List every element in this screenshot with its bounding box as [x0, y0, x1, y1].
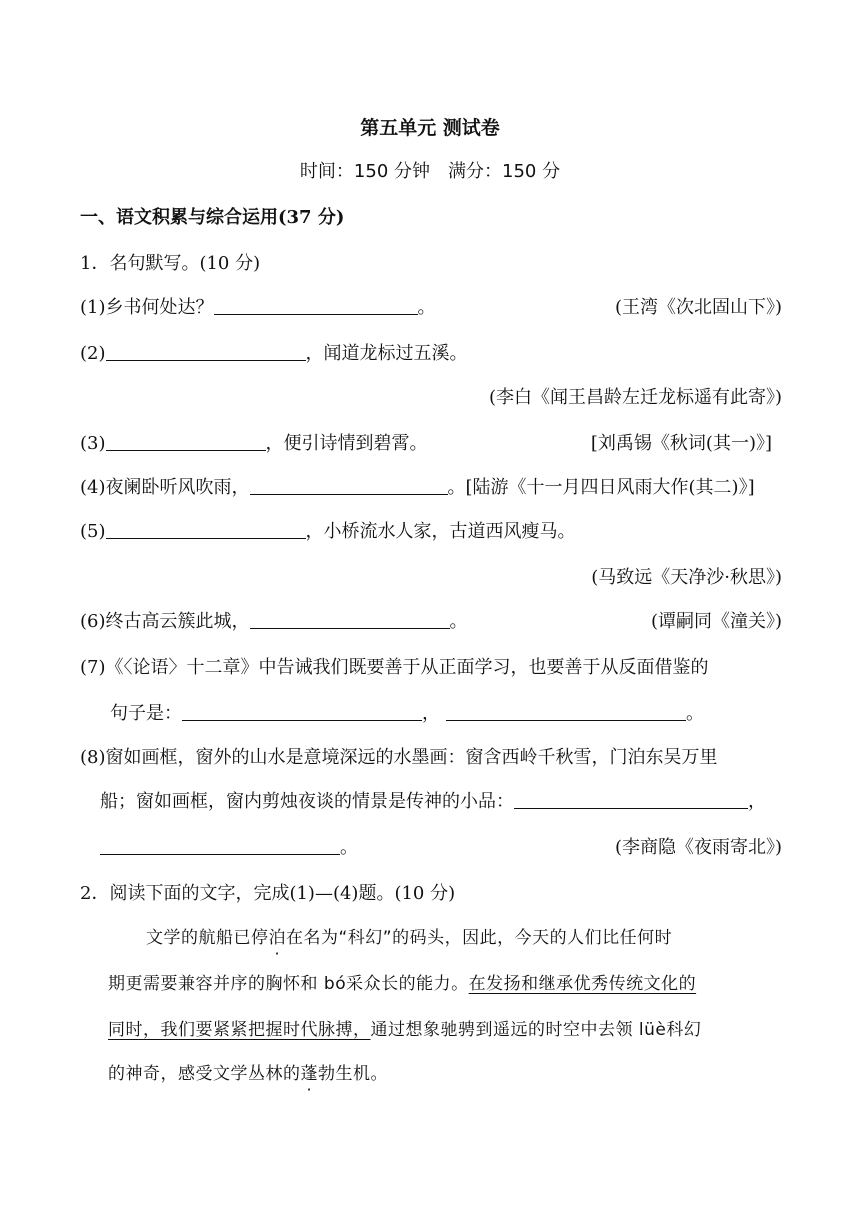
item-5-blank[interactable]: [106, 520, 306, 539]
item-8-end: 。: [340, 837, 358, 858]
item-4-text: (4)夜阑卧听风吹雨，: [80, 477, 250, 498]
item-7-line-1: (7)《〈论语〉十二章》中告诫我们既要善于从正面学习，也要善于从反面借鉴的: [80, 657, 709, 678]
item-4-blank[interactable]: [250, 476, 448, 495]
passage-line-2: [108, 972, 696, 996]
item-6-text: (6)终古高云簇此城，: [80, 611, 250, 632]
item-7-line-2: [110, 702, 704, 726]
item-8-comma: ，: [748, 791, 766, 812]
passage-text: 勃生机。: [318, 1064, 388, 1084]
item-7-end: 。: [686, 703, 704, 724]
item-8-blank-2[interactable]: [100, 836, 340, 855]
item-7-prompt: 句子是：: [110, 703, 182, 724]
item-1-text: (1)乡书何处达？: [80, 297, 214, 318]
item-8-line-2: [100, 790, 766, 814]
item-1-source: (王湾《次北固山下》): [614, 297, 782, 318]
item-3-text: ，便引诗情到碧霄。: [265, 433, 428, 454]
item-5-source: (马致远《天净沙·秋思》): [591, 567, 782, 588]
item-6: [80, 610, 468, 634]
item-2: [80, 342, 468, 366]
item-8-source: (李商隐《夜雨寄北》): [614, 837, 782, 858]
passage-text: 文学的航船已停: [146, 928, 269, 948]
item-2-source: (李白《闻王昌龄左迁龙标遥有此寄》): [488, 387, 782, 408]
section-heading: 一、语文积累与综合运用(37 分): [80, 207, 345, 228]
item-4: [80, 476, 755, 500]
question-1-stem: 1．名句默写。(10 分): [80, 253, 261, 274]
exam-meta: 时间：150 分钟 满分：150 分: [299, 161, 561, 182]
item-6-end: 。: [449, 611, 468, 632]
passage-text: 在名为“科幻”的码头，因此，今天的人们比任何时: [286, 928, 673, 948]
item-8-line-3: [100, 836, 358, 860]
page-title: 第五单元 测试卷: [360, 117, 500, 139]
underlined-sentence: 同时，我们要紧紧把握时代脉搏，: [108, 1020, 371, 1040]
passage-text: 的神奇，感受文学丛林的: [108, 1064, 301, 1084]
item-5: [80, 520, 576, 544]
item-6-source: (谭嗣同《潼关》): [650, 611, 782, 632]
item-2-blank[interactable]: [106, 342, 306, 361]
underlined-sentence: 在发扬和继承优秀传统文化的: [468, 974, 697, 994]
item-8-text: 船；窗如画框，窗内剪烛夜谈的情景是传神的小品：: [100, 791, 514, 812]
passage-line-4: [108, 1062, 388, 1086]
passage-text: 通过想象驰骋到遥远的时空中去领 lüè科幻: [370, 1020, 702, 1040]
item-3: [80, 432, 428, 456]
item-3-number: (3): [80, 433, 106, 454]
passage-text: 期更需要兼容并序的胸怀和 bó采众长的能力。: [108, 974, 469, 994]
item-2-number: (2): [80, 343, 106, 364]
item-3-blank[interactable]: [106, 432, 266, 451]
question-2-stem: 2．阅读下面的文字，完成(1)—(4)题。(10 分): [80, 883, 456, 904]
item-7-comma: ，: [422, 703, 440, 724]
item-1-blank[interactable]: [214, 296, 418, 315]
item-4-source: 。[陆游《十一月四日风雨大作(其二)》]: [447, 477, 755, 498]
passage-line-1: [146, 926, 672, 950]
item-3-source: [刘禹锡《秋词(其一)》]: [590, 433, 772, 454]
item-5-number: (5): [80, 521, 106, 542]
item-7-blank-1[interactable]: [182, 702, 422, 721]
item-6-blank[interactable]: [250, 610, 450, 629]
dotted-character: 蓬: [300, 1064, 318, 1084]
item-2-text: ，闻道龙标过五溪。: [305, 343, 468, 364]
dotted-character: 泊: [268, 928, 286, 948]
item-1: [80, 296, 436, 320]
item-5-text: ，小桥流水人家，古道西风瘦马。: [305, 521, 576, 542]
item-1-end: 。: [417, 297, 436, 318]
item-8-line-1: (8)窗如画框，窗外的山水是意境深远的水墨画：窗含西岭千秋雪，门泊东吴万里: [80, 747, 718, 768]
item-7-blank-2[interactable]: [446, 702, 686, 721]
passage-line-3: [108, 1018, 701, 1042]
item-8-blank-1[interactable]: [514, 790, 748, 809]
